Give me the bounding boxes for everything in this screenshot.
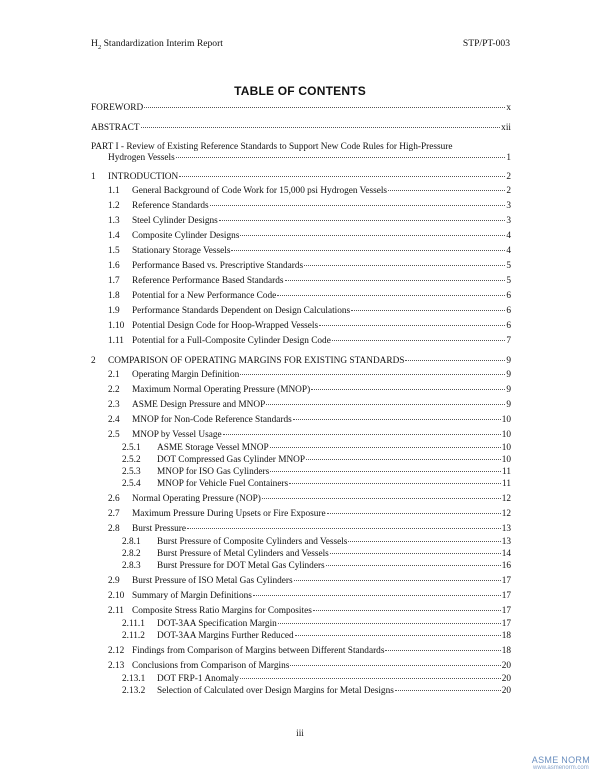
toc-entry-number: 1.5 [108, 246, 120, 256]
toc-entry-page: 13 [501, 537, 511, 547]
toc-entry[interactable] [122, 467, 511, 478]
toc-entry-title: Performance Standards Dependent on Design Calculations [132, 306, 351, 316]
toc-entry[interactable] [108, 370, 511, 381]
toc-entry-page: 17 [501, 591, 511, 601]
toc-entry[interactable] [122, 686, 511, 697]
toc-entry-number: 2 [91, 356, 96, 366]
toc-entry[interactable] [108, 216, 511, 227]
toc-leader-dots [319, 325, 505, 326]
toc-entry-number: 1.3 [108, 216, 120, 226]
toc-entry[interactable] [91, 123, 511, 134]
toc-entry-page: 5 [506, 261, 511, 271]
toc-entry[interactable] [108, 509, 511, 520]
toc-entry-title: Normal Operating Pressure (NOP) [132, 494, 261, 504]
watermark [532, 755, 590, 771]
toc-entry-page: 18 [501, 646, 511, 656]
toc-leader-dots [295, 635, 501, 636]
toc-entry[interactable] [108, 591, 511, 602]
toc-entry-page: 17 [501, 606, 511, 616]
toc-entry-page: 7 [506, 336, 511, 346]
toc-entry[interactable] [108, 661, 511, 672]
toc-entry[interactable] [108, 430, 511, 441]
toc-entry-number: 2.13.2 [122, 686, 146, 696]
toc-entry-page: 17 [501, 619, 511, 629]
toc-entry-title: ASME Design Pressure and MNOP [132, 400, 266, 410]
toc-leader-dots [270, 471, 501, 472]
toc-entry[interactable] [91, 103, 511, 114]
toc-leader-dots [290, 665, 500, 666]
toc-entry-page: 11 [502, 479, 511, 489]
toc-entry-number: 1.10 [108, 321, 125, 331]
toc-entry-page: 14 [501, 549, 511, 559]
toc-entry[interactable] [122, 631, 511, 642]
toc-leader-dots [330, 553, 501, 554]
toc-entry[interactable] [122, 549, 511, 560]
toc-entry[interactable] [108, 385, 511, 396]
toc-entry-title: Potential for a Full-Composite Cylinder Design Code [132, 336, 331, 346]
toc-leader-dots [327, 513, 501, 514]
toc-entry-number: 1.2 [108, 201, 120, 211]
toc-entry[interactable] [122, 537, 511, 548]
toc-entry-page: 2 [506, 172, 511, 182]
toc-entry-number: 2.3 [108, 400, 120, 410]
toc-leader-dots [304, 265, 505, 266]
toc-entry-number: 2.5.1 [122, 443, 141, 453]
toc-entry-page: 6 [506, 321, 511, 331]
toc-entry-title: MNOP for Non-Code Reference Standards [132, 415, 292, 425]
toc-leader-dots [306, 459, 501, 460]
running-header-doc-id: STP/PT-003 [462, 38, 510, 49]
toc-leader-dots [219, 220, 506, 221]
toc-entry-number: 2.12 [108, 646, 125, 656]
toc-leader-dots [405, 360, 505, 361]
toc-leader-dots [240, 235, 505, 236]
toc-entry-title: Burst Pressure of Metal Cylinders and Vessels [157, 549, 329, 559]
toc-entry-title: Composite Stress Ratio Margins for Composites [132, 606, 312, 616]
toc-entry[interactable] [108, 306, 511, 317]
toc-entry-number: 2.5.2 [122, 455, 141, 465]
toc-leader-dots [385, 650, 500, 651]
toc-part-heading: PART I - Review of Existing Reference Standards to Support New Code Rules for High-Pressure [91, 142, 453, 152]
toc-entry-number: 2.8.1 [122, 537, 141, 547]
toc-entry-number: 2.10 [108, 591, 125, 601]
toc-entry-number: 2.13 [108, 661, 125, 671]
toc-entry-title: Burst Pressure [132, 524, 186, 534]
toc-entry[interactable] [108, 321, 511, 332]
toc-entry-page: 20 [501, 661, 511, 671]
toc-entry-title: Maximum Normal Operating Pressure (MNOP) [132, 385, 311, 395]
toc-entry-number: 2.4 [108, 415, 120, 425]
toc-entry[interactable] [108, 153, 511, 164]
toc-leader-dots [289, 483, 501, 484]
toc-entry[interactable] [91, 356, 511, 367]
toc-entry-page: xii [501, 123, 511, 133]
toc-entry-title: MNOP by Vessel Usage [132, 430, 222, 440]
toc-entry-number: 2.8 [108, 524, 120, 534]
toc-entry-page: 6 [506, 291, 511, 301]
toc-entry-title: Burst Pressure of Composite Cylinders and Vessels [157, 537, 348, 547]
toc-entry-page: 10 [501, 430, 511, 440]
toc-leader-dots [253, 595, 501, 596]
toc-entry-page: 9 [506, 400, 511, 410]
toc-entry-page: 10 [501, 455, 511, 465]
toc-entry-title: ASME Storage Vessel MNOP [157, 443, 269, 453]
toc-leader-dots [141, 127, 501, 128]
toc-entry-page: 6 [506, 306, 511, 316]
running-header-title: $H_2$ Standardization Interim Report [91, 38, 223, 51]
toc-entry[interactable] [108, 606, 511, 617]
toc-entry-title: Selection of Calculated over Design Margins for Metal Designs [157, 686, 394, 696]
toc-entry-title: Burst Pressure for DOT Metal Gas Cylinders [157, 561, 325, 571]
toc-leader-dots [293, 419, 501, 420]
toc-entry-title: MNOP for Vehicle Fuel Containers [157, 479, 289, 489]
toc-entry-title: Hydrogen Vessels [108, 153, 175, 163]
toc-leader-dots [187, 528, 501, 529]
toc-entry-page: 5 [506, 276, 511, 286]
toc-entry[interactable] [108, 576, 511, 587]
toc-entry-page: 20 [501, 674, 511, 684]
toc-entry[interactable] [108, 186, 511, 197]
toc-entry-title: Steel Cylinder Designs [132, 216, 218, 226]
toc-entry[interactable] [108, 494, 511, 505]
watermark-url: www.asmenorm.com [533, 765, 589, 771]
toc-entry-number: 2.13.1 [122, 674, 146, 684]
toc-leader-dots [176, 157, 506, 158]
toc-leader-dots [223, 434, 501, 435]
toc-entry[interactable] [108, 415, 511, 426]
toc-leader-dots [262, 498, 501, 499]
page-number: iii [296, 729, 304, 739]
toc-entry-page: 2 [506, 186, 511, 196]
toc-entry[interactable] [108, 201, 511, 212]
toc-leader-dots [332, 340, 506, 341]
toc-entry[interactable] [122, 455, 511, 466]
toc-entry-title: INTRODUCTION [108, 172, 179, 182]
toc-leader-dots [277, 295, 505, 296]
toc-entry-number: 2.1 [108, 370, 120, 380]
toc-entry[interactable] [108, 246, 511, 257]
toc-entry[interactable] [108, 276, 511, 287]
toc-entry-page: 12 [501, 494, 511, 504]
toc-entry-page: 9 [506, 356, 511, 366]
toc-entry-title: Stationary Storage Vessels [132, 246, 231, 256]
toc-leader-dots [311, 389, 505, 390]
toc-entry-page: 17 [501, 576, 511, 586]
toc-entry[interactable] [122, 561, 511, 572]
toc-entry[interactable] [108, 400, 511, 411]
toc-entry-title: ABSTRACT [91, 123, 140, 133]
toc-entry-number: 2.11 [108, 606, 124, 616]
toc-entry-number: 2.11.2 [122, 631, 145, 641]
toc-entry-page: 20 [501, 686, 511, 696]
toc-entry-title: DOT FRP-1 Anomaly [157, 674, 239, 684]
toc-entry-title: DOT-3AA Specification Margin [157, 619, 277, 629]
toc-leader-dots [285, 280, 506, 281]
toc-entry-title: Potential Design Code for Hoop-Wrapped Vessels [132, 321, 319, 331]
toc-entry-number: 2.8.3 [122, 561, 141, 571]
toc-entry-title: COMPARISON OF OPERATING MARGINS FOR EXISTING STANDARDS [108, 356, 405, 366]
toc-entry-page: 4 [506, 246, 511, 256]
toc-entry-page: 1 [506, 153, 511, 163]
toc-leader-dots [388, 190, 505, 191]
toc-entry-page: 10 [501, 415, 511, 425]
toc-entry-number: 2.5.3 [122, 467, 141, 477]
toc-entry-page: 10 [501, 443, 511, 453]
watermark-logo: ASME NORM [531, 755, 590, 765]
toc-entry-title: Reference Performance Based Standards [132, 276, 284, 286]
toc-entry-page: 9 [506, 370, 511, 380]
toc-entry-title: DOT Compressed Gas Cylinder MNOP [157, 455, 306, 465]
toc-entry-number: 2.9 [108, 576, 120, 586]
toc-entry[interactable] [91, 172, 511, 183]
toc-entry-number: 1.1 [108, 186, 120, 196]
toc-entry-title: Maximum Pressure During Upsets or Fire Exposure [132, 509, 326, 519]
toc-entry[interactable] [108, 524, 511, 535]
toc-entry-page: 3 [506, 216, 511, 226]
toc-entry-number: 1.7 [108, 276, 120, 286]
toc-entry-title: Burst Pressure of ISO Metal Gas Cylinders [132, 576, 293, 586]
toc-entry[interactable] [108, 336, 511, 347]
toc-entry-title: Summary of Margin Definitions [132, 591, 252, 601]
toc-leader-dots [210, 205, 506, 206]
toc-entry-number: 1.4 [108, 231, 120, 241]
toc-entry-page: x [506, 103, 511, 113]
toc-entry-number: 2.5.4 [122, 479, 141, 489]
toc-entry[interactable] [108, 291, 511, 302]
toc-entry-page: 13 [501, 524, 511, 534]
toc-leader-dots [266, 404, 505, 405]
toc-entry-title: Potential for a New Performance Code [132, 291, 277, 301]
toc-leader-dots [326, 565, 501, 566]
toc-entry[interactable] [122, 619, 511, 630]
toc-leader-dots [240, 374, 505, 375]
toc-entry-number: 2.2 [108, 385, 120, 395]
toc-leader-dots [240, 678, 501, 679]
toc-entry-title: Composite Cylinder Designs [132, 231, 240, 241]
toc-entry[interactable] [108, 261, 511, 272]
toc-entry-title: Reference Standards [132, 201, 209, 211]
toc-entry-number: 1.6 [108, 261, 120, 271]
toc-leader-dots [270, 447, 501, 448]
toc-leader-dots [351, 310, 505, 311]
toc-entry-page: 12 [501, 509, 511, 519]
toc-entry-number: 2.7 [108, 509, 120, 519]
toc-entry-page: 4 [506, 231, 511, 241]
toc-entry-number: 2.8.2 [122, 549, 141, 559]
toc-leader-dots [144, 107, 505, 108]
toc-entry-page: 3 [506, 201, 511, 211]
toc-leader-dots [278, 623, 501, 624]
toc-entry-number: 2.11.1 [122, 619, 145, 629]
toc-entry[interactable] [122, 443, 511, 454]
toc-entry-title: MNOP for ISO Gas Cylinders [157, 467, 270, 477]
toc-entry-number: 2.6 [108, 494, 120, 504]
toc-entry[interactable] [108, 231, 511, 242]
toc-entry-number: 1.11 [108, 336, 124, 346]
toc-leader-dots [348, 541, 500, 542]
toc-entry-page: 9 [506, 385, 511, 395]
toc-entry-title: FOREWORD [91, 103, 144, 113]
toc-entry[interactable] [122, 479, 511, 490]
toc-entry[interactable] [108, 646, 511, 657]
toc-entry-title: Performance Based vs. Prescriptive Standards [132, 261, 304, 271]
toc-entry-page: 18 [501, 631, 511, 641]
toc-entry-title: Operating Margin Definition [132, 370, 240, 380]
toc-entry-page: 11 [502, 467, 511, 477]
toc-entry-number: 1 [91, 172, 96, 182]
toc-entry[interactable] [122, 674, 511, 685]
toc-entry-number: 2.5 [108, 430, 120, 440]
toc-entry-title: General Background of Code Work for 15,000 psi Hydrogen Vessels [132, 186, 388, 196]
toc-entry-page: 16 [501, 561, 511, 571]
toc-entry-title: Conclusions from Comparison of Margins [132, 661, 290, 671]
toc-leader-dots [395, 690, 501, 691]
toc-leader-dots [313, 610, 501, 611]
toc-entry-number: 1.8 [108, 291, 120, 301]
toc-entry-title: DOT-3AA Margins Further Reduced [157, 631, 294, 641]
toc-leader-dots [179, 176, 505, 177]
page-title: TABLE OF CONTENTS [234, 84, 366, 98]
toc-leader-dots [231, 250, 505, 251]
toc-leader-dots [294, 580, 501, 581]
toc-entry-title: Findings from Comparison of Margins between Different Standards [132, 646, 385, 656]
toc-entry-number: 1.9 [108, 306, 120, 316]
